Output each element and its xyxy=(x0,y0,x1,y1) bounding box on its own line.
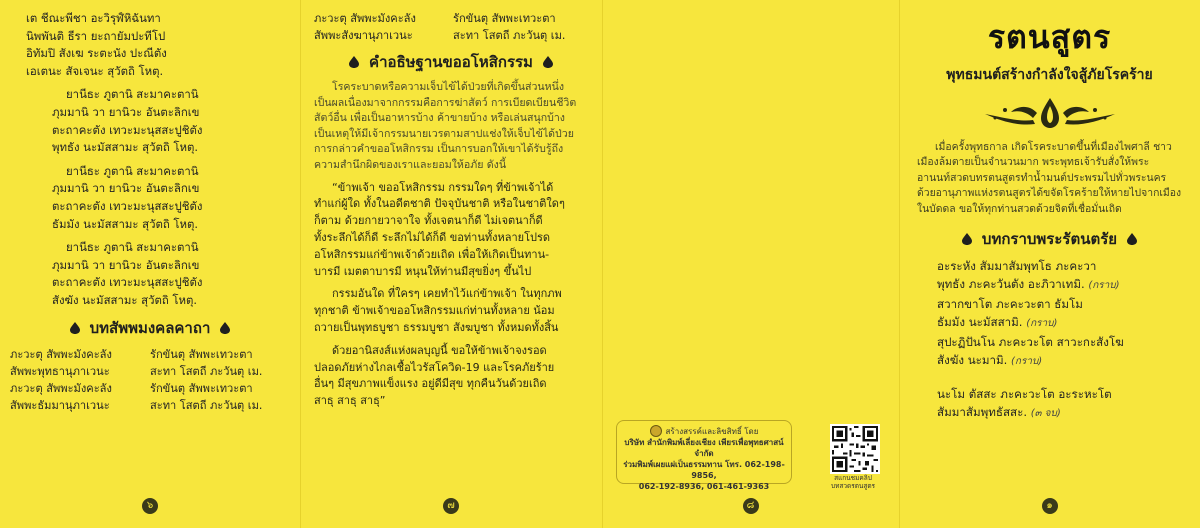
ahosi-kamma-prayer xyxy=(314,180,588,410)
prayer-paragraph xyxy=(314,286,588,336)
homage-text: สวากขาโต ภะคะวะตา ธัมโม xyxy=(937,297,1083,312)
verse-stanza xyxy=(14,86,286,156)
verse-line: รักขันตุ สัพพะเทวะตา xyxy=(453,12,556,25)
verse-line: สัพพะธัมมานุภาเวนะ xyxy=(10,398,110,412)
homage-text: ธัมมัง นะมัสสามิ. xyxy=(937,315,1023,330)
section-heading-sabba-mangala xyxy=(14,316,286,340)
refrain-note: (๓ จบ) xyxy=(1030,408,1061,420)
triple-gem-homage xyxy=(915,257,1184,371)
credit-line: สร้างสรรค์และลิขสิทธิ์ โดย xyxy=(665,426,759,436)
prayer-line: ทั้งระลึกได้ก็ดี ระลึกไม่ได้ก็ดี ขอท่านทั้งหลายโปรด xyxy=(314,230,551,244)
section-heading-text: คำอธิษฐานขออโหสิกรรม xyxy=(369,53,533,71)
prose-line: เป็นเหตุให้มีเจ้ากรรมนายเวรตามสาปแช่งให้เจ็บไข้ได้ป่วย xyxy=(314,127,574,140)
lotus-leaf-icon xyxy=(218,321,232,335)
lotus-leaf-icon xyxy=(1125,232,1139,246)
page-subtitle: พุทธมนต์สร้างกำลังใจสู้ภัยโรคร้าย xyxy=(946,67,1153,83)
verse-line: รักขันตุ สัพพะเทวะตา xyxy=(150,347,253,361)
prose-line: ความสำนึกผิดของเราและยอมให้อภัย ดังนี้ xyxy=(314,158,507,171)
prayer-line: ทำแก่ผู้ใด ทั้งในอดีตชาติ ปัจจุบันชาติ หรือในชาติใดๆ xyxy=(314,197,565,211)
sabba-mangala-verses xyxy=(10,346,286,414)
refrain-note: (กราบ) xyxy=(1011,356,1043,368)
verse-line: สังฆัง นะมัสสามะ สุวัตถิ โหตุ. xyxy=(52,292,198,307)
verse-line: ภะวะตุ สัพพะมังคะลัง xyxy=(314,12,416,25)
ratana-sutta-stanzas xyxy=(14,10,286,310)
prayer-line: “ข้าพเจ้า ขออโหสิกรรม กรรมใดๆ ที่ข้าพเจ้าได้ xyxy=(332,180,554,194)
homage-line xyxy=(937,403,1184,423)
ahosi-kamma-explanation xyxy=(314,80,588,174)
refrain-note: (กราบ) xyxy=(1026,318,1058,330)
credit-phone-2: 062-192-8936, 061-461-9363 xyxy=(638,482,770,491)
qr-code-icon[interactable] xyxy=(830,424,880,474)
lotus-leaf-icon xyxy=(68,321,82,335)
verse-stanza xyxy=(14,10,286,80)
prayer-line: อื่นๆ มีสุขภาพแข็งแรง อยู่ดีมีสุข ทุกคืนวันด้วยเถิด xyxy=(314,377,547,391)
homage-line xyxy=(937,351,1184,371)
prayer-line: ถวายเป็นพุทธบูชา ธรรมบูชา สังฆบูชา ทั้งหมดทั้งสิ้น xyxy=(314,320,559,334)
verse-line: พุทธัง นะมัสสามะ สุวัตถิ โหตุ. xyxy=(52,140,199,155)
qr-caption-line: บทสวดรตนสูตร xyxy=(830,482,876,490)
section-heading-ahosi-kamma xyxy=(314,50,588,74)
prayer-paragraph xyxy=(314,180,588,281)
homage-line xyxy=(937,385,1184,403)
verse-line: สะทา โสตถี ภะวันตุ เม. xyxy=(150,364,263,378)
prayer-line: ปลอดภัยห่างไกลเชื้อไวรัสโควิด-19 และโรคภัยร้าย xyxy=(314,360,555,374)
section-heading-triple-gem xyxy=(915,227,1184,251)
homage-text: อะระหัง สัมมาสัมพุทโธ ภะคะวา xyxy=(937,259,1097,274)
page-number-badge: ๑ xyxy=(1042,498,1058,514)
homage-line xyxy=(937,333,1184,351)
verse-line: ภุมมานิ วา ยานิวะ อันตะลิกเข xyxy=(52,181,200,196)
verse-line: ตะถาคะตัง เทวะมะนุสสะปูชิตัง xyxy=(52,275,203,290)
prayer-line: บารมี เมตตาบารมี หนุนให้ท่านมีสุขยิ่งๆ ขึ้นไป xyxy=(314,264,532,278)
verse-line: สัพพะสังฆานุภาเวนะ xyxy=(314,29,413,42)
verse-line: สะทา โสตถี ภะวันตุ เม. xyxy=(453,29,566,42)
refrain-note: (กราบ) xyxy=(1088,280,1120,292)
prose-line: เป็นผลเนื่องมาจากกรรมคือการฆ่าสัตว์ การเบียดเบียนชีวิต xyxy=(314,96,577,109)
qr-caption-line: สแกนชมคลิป xyxy=(834,474,872,482)
ornament-divider-icon xyxy=(975,96,1125,130)
page-number-badge: ๘ xyxy=(743,498,759,514)
publisher-logo-icon xyxy=(650,425,662,437)
verse-line: ธัมมัง นะมัสสามะ สุวัตถิ โหตุ. xyxy=(52,216,199,231)
verse-line: ภะวะตุ สัพพะมังคะลัง xyxy=(10,381,112,395)
sabba-mangala-verses-cont xyxy=(314,10,588,44)
verse-line: ยานีธะ ภูตานิ สะมาคะตานิ xyxy=(66,163,199,178)
qr-caption xyxy=(822,474,884,490)
lotus-leaf-icon xyxy=(541,55,555,69)
homage-text: นะโม ตัสสะ ภะคะวะโต อะระหะโต xyxy=(937,387,1112,402)
namo-tassa-verse xyxy=(915,385,1184,423)
verse-line: เต ชีณะพีชา อะวิรุฬ์หิฉันทา xyxy=(26,11,161,25)
cover-introduction xyxy=(915,140,1184,217)
panel-page-1-cover xyxy=(899,0,1200,528)
prose-line: การกล่าวคำขออโหสิกรรม เป็นการบอกให้เขาได้รับรู้ถึง xyxy=(314,143,564,156)
verse-line: ภะวะตุ สัพพะมังคะลัง xyxy=(10,347,112,361)
verse-line: นิพพันติ ธีรา ยะถายัมปะทีโป xyxy=(26,28,166,43)
verse-line: สะทา โสตถี ภะวันตุ เม. xyxy=(150,398,263,412)
panel-page-8 xyxy=(602,0,899,528)
prayer-line: ก็ตาม ด้วยกายวาจาใจ ทั้งเจตนาก็ดี ไม่เจตนาก็ดี xyxy=(314,214,543,228)
verse-line: สัพพะพุทธานุภาเวนะ xyxy=(10,364,110,378)
panel-page-7 xyxy=(300,0,602,528)
credit-publisher: บริษัท สำนักพิมพ์เลี่ยงเชียง เพียรเพื่อพุทธศาสน์ จำกัด xyxy=(624,438,784,458)
section-heading-text: บทกราบพระรัตนตรัย xyxy=(981,230,1118,249)
intro-line: ในบัดดล ขอให้ทุกท่านสวดด้วยจิตที่เชื่อมั่นเถิด xyxy=(917,202,1122,215)
verse-line: อิทัมปิ สังเฆ ระตะนัง ปะณีตัง xyxy=(26,46,167,61)
intro-line: อานนท์สวดบทรตนสูตรทำน้ำมนต์ประพรมไปทั่วพระนคร xyxy=(917,171,1167,184)
prayer-line: ทุกชาติ ข้าพเจ้าขออโหสิกรรมแก่ท่านทั้งหลาย น้อม xyxy=(314,304,555,318)
homage-line xyxy=(937,275,1184,295)
lotus-leaf-icon xyxy=(960,232,974,246)
homage-text: พุทธัง ภะคะวันตัง อะภิวาเทมิ. xyxy=(937,277,1085,292)
panel-page-6 xyxy=(0,0,300,528)
intro-line: ด้วยอานุภาพแห่งรตนสูตรได้ขจัดโรคร้ายให้หายไปจากเมือง xyxy=(917,187,1182,200)
credit-phone: ร่วมพิมพ์เผยแผ่เป็นธรรมทาน โทร. 062-198-9856, xyxy=(623,460,785,480)
publisher-credit-box xyxy=(616,420,792,491)
homage-text: สังฆัง นะมามิ. xyxy=(937,353,1008,368)
verse-line: ยานีธะ ภูตานิ สะมาคะตานิ xyxy=(66,87,199,102)
homage-line xyxy=(937,257,1184,275)
page-number-badge: ๖ xyxy=(142,498,158,514)
prayer-line: กรรมอันใด ที่ใครๆ เคยทำไว้แก่ข้าพเจ้า ในทุกภพ xyxy=(332,287,562,301)
prose-line: สัตว์อื่น เพื่อเป็นอาหารบ้าง ค้าขายบ้าง หรือเล่นสนุกบ้าง xyxy=(314,112,565,125)
lotus-leaf-icon xyxy=(347,55,361,69)
prayer-line: ด้วยอานิสงส์แห่งผลบุญนี้ ขอให้ข้าพเจ้าจงรอด xyxy=(332,343,547,357)
verse-line: ยานีธะ ภูตานิ สะมาคะตานิ xyxy=(66,240,199,255)
intro-line: เมืองล้มตายเป็นจำนวนมาก พระพุทธเจ้ารับสั่งให้พระ xyxy=(917,156,1150,169)
prayer-line: อโหสิกรรมแก่ข้าพเจ้าด้วยเถิด เพื่อให้เกิดเป็นทาน- xyxy=(314,247,550,261)
verse-stanza xyxy=(14,163,286,233)
verse-line: รักขันตุ สัพพะเทวะตา xyxy=(150,381,253,395)
prayer-paragraph xyxy=(314,343,588,410)
verse-line: ภุมมานิ วา ยานิวะ อันตะลิกเข xyxy=(52,257,200,272)
page-number-badge: ๗ xyxy=(443,498,459,514)
prayer-line: สาธุ สาธุ สาธุ” xyxy=(314,394,386,408)
verse-stanza xyxy=(14,239,286,309)
homage-text: สุปะฏิปันโน ภะคะวะโต สาวะกะสังโฆ xyxy=(937,335,1124,350)
homage-text: สัมมาสัมพุทธัสสะ. xyxy=(937,405,1028,420)
page-title: รตนสูตร xyxy=(987,18,1112,56)
verse-line: ตะถาคะตัง เทวะมะนุสสะปูชิตัง xyxy=(52,198,203,213)
section-heading-text: บทสัพพมงคลคาถา xyxy=(89,318,211,337)
intro-line: เมื่อครั้งพุทธกาล เกิดโรคระบาดขึ้นที่เมืองไพศาลี ชาว xyxy=(935,141,1172,153)
verse-line: ภุมมานิ วา ยานิวะ อันตะลิกเข xyxy=(52,104,200,119)
verse-line: ตะถาคะตัง เทวะมะนุสสะปูชิตัง xyxy=(52,122,203,137)
homage-line xyxy=(937,295,1184,313)
verse-line: เอเตนะ สัจเจนะ สุวัตถิ โหตุ. xyxy=(26,63,164,78)
homage-line xyxy=(937,313,1184,333)
prose-line: โรคระบาดหรือความเจ็บไข้ได้ป่วยที่เกิดขึ้นส่วนหนึ่ง xyxy=(332,81,565,93)
